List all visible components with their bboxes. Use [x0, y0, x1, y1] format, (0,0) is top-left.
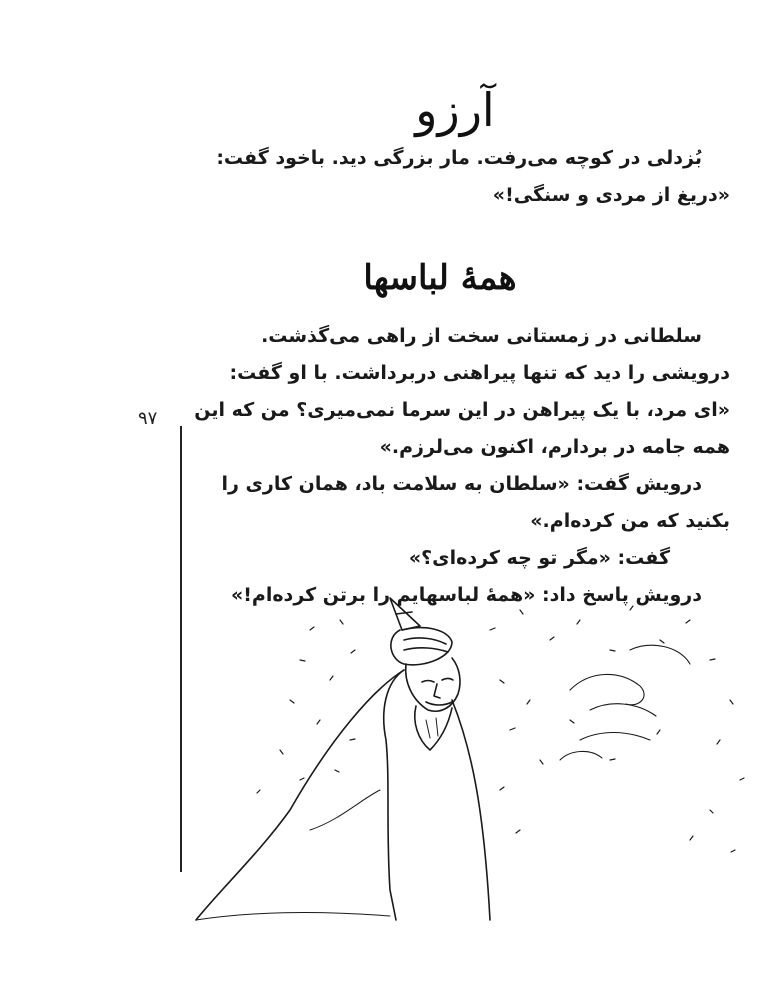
dervish-illustration: [190, 590, 760, 930]
paragraph: سلطانی در زمستانی سخت از راهی می‌گذشت. درویشی را دید که تنها پیراهنی دربرداشت. با او گفت: «ای مرد، با یک پیراهن در این سرما نمی‌میری؟ من که این همه جامه در بردارم، اکنون می‌لرزم.»: [194, 325, 730, 458]
paragraph: گفت: «مگر تو چه کرده‌ای؟»: [408, 547, 670, 569]
margin-rule: [180, 426, 182, 872]
section-title-arezu: آرزو: [415, 82, 495, 137]
story-arezu: [190, 140, 730, 214]
story-hameh-lebasha: [190, 318, 730, 614]
paragraph: درویش گفت: «سلطان به سلامت باد، همان کاری را بکنید که من کرده‌ام.»: [221, 473, 730, 532]
section-title-hameh-lebasha: همهٔ لباسها: [363, 258, 517, 299]
paragraph: بُزدلی در کوچه می‌رفت. مار بزرگی دید. باخود گفت: «دریغ از مردی و سنگی!»: [216, 147, 730, 206]
paragraph: درویش پاسخ داد: «همهٔ لباسهایم را برتن کرده‌ام!»: [230, 584, 702, 606]
page-number: ۹۷: [138, 408, 158, 429]
